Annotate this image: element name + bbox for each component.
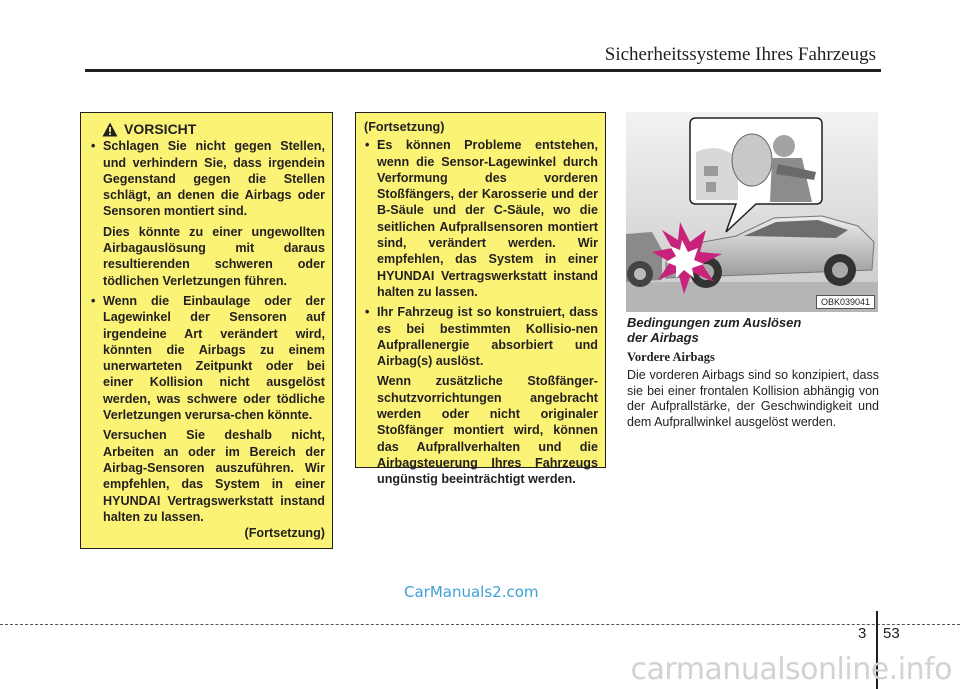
caution-paragraph: • Es können Probleme entstehen, wenn die Sensor-Lagewinkel durch Verformung des vorderen Stoßfängers, der Karosserie und der B-Säule und der C-Säule, wo die seitlichen Aufprallsensoren montiert sind, verändert werden. Wir empfehlen, das System in einer HYUNDAI Vertragswerkstatt instand halten zu lassen. <box>377 138 598 299</box>
caution-paragraph: Wenn zusätzliche Stoßfänger-schutzvorrichtungen angebracht werden oder nicht originaler Stoßfänger montiert wird, können das Aufprallverhalten und die Airbagsteuerung Ihres Fahrzeugs ungünstig beeinträchtigt werden. <box>377 374 598 487</box>
crash-illustration-icon <box>626 112 878 312</box>
airbag-conditions-section <box>627 315 879 430</box>
caution-title: VORSICHT <box>124 121 197 137</box>
footer-rule <box>0 624 960 625</box>
continued-heading: (Fortsetzung) <box>364 120 445 134</box>
continued-caution-box <box>355 112 606 487</box>
caution-item <box>90 138 325 289</box>
page-number: 53 <box>883 625 900 642</box>
caution-paragraph: Dies könnte zu einer ungewollten Airbagauslösung mit daraus resultierenden schweren oder tödlichen Verletzungen führen. <box>103 224 325 288</box>
footer-site-watermark[interactable]: carmanualsonline.info <box>630 652 952 687</box>
section-subheading: Vordere Airbags <box>627 350 715 364</box>
section-title <box>627 315 879 345</box>
section-title-line: der Airbags <box>627 330 699 345</box>
section-title-line: Bedingungen zum Auslösen <box>627 315 802 330</box>
caution-item <box>90 293 325 525</box>
caution-paragraph: • Wenn die Einbaulage oder der Lagewinkel der Sensoren auf irgendeine Art verändert wird, könnten die Airbags zu einem unerwarteten Zeitpunkt oder bei einer Kollision nicht ausgelöst werden, was schwere oder tödliche Verletzungen verursa-chen könnte. <box>103 293 325 423</box>
continued-list <box>364 137 598 487</box>
continued-note: (Fortsetzung) <box>244 526 325 541</box>
caution-item <box>364 304 598 487</box>
header-rule <box>85 69 881 72</box>
caution-paragraph: • Schlagen Sie nicht gegen Stellen, und verhindern Sie, dass irgendein Gegenstand gegen die Stellen schlägt, an denen die Airbags oder Sensoren montiert sind. <box>103 139 325 219</box>
airbag-deployment-illustration <box>626 112 878 312</box>
caution-heading <box>102 121 325 137</box>
page-header-title: Sicherheitssysteme Ihres Fahrzeugs <box>604 44 876 65</box>
warning-triangle-icon <box>102 122 118 137</box>
chapter-number: 3 <box>858 625 867 642</box>
section-body: Die vorderen Airbags sind so konzipiert, dass sie bei einer frontalen Kollision abhängig von der Aufprallstärke, der Geschwindigkeit und dem Aufprallwinkel ausgelöst werden. <box>627 368 879 429</box>
caution-box <box>80 112 333 549</box>
caution-list <box>90 138 325 525</box>
caution-paragraph: • Ihr Fahrzeug ist so konstruiert, dass es bei bestimmten Kollisio-nen Aufprallenergie absorbiert und Airbag(s) auslöst. <box>377 305 598 369</box>
caution-item <box>364 137 598 300</box>
caution-paragraph: Versuchen Sie deshalb nicht, Arbeiten an oder im Bereich der Airbag-Sensoren auszuführen. Wir empfehlen, das System in einer HYUNDAI Vertragswerkstatt instand halten zu lassen. <box>103 428 325 524</box>
image-code-label: OBK039041 <box>816 295 875 309</box>
watermark-link[interactable]: CarManuals2.com <box>404 583 539 601</box>
